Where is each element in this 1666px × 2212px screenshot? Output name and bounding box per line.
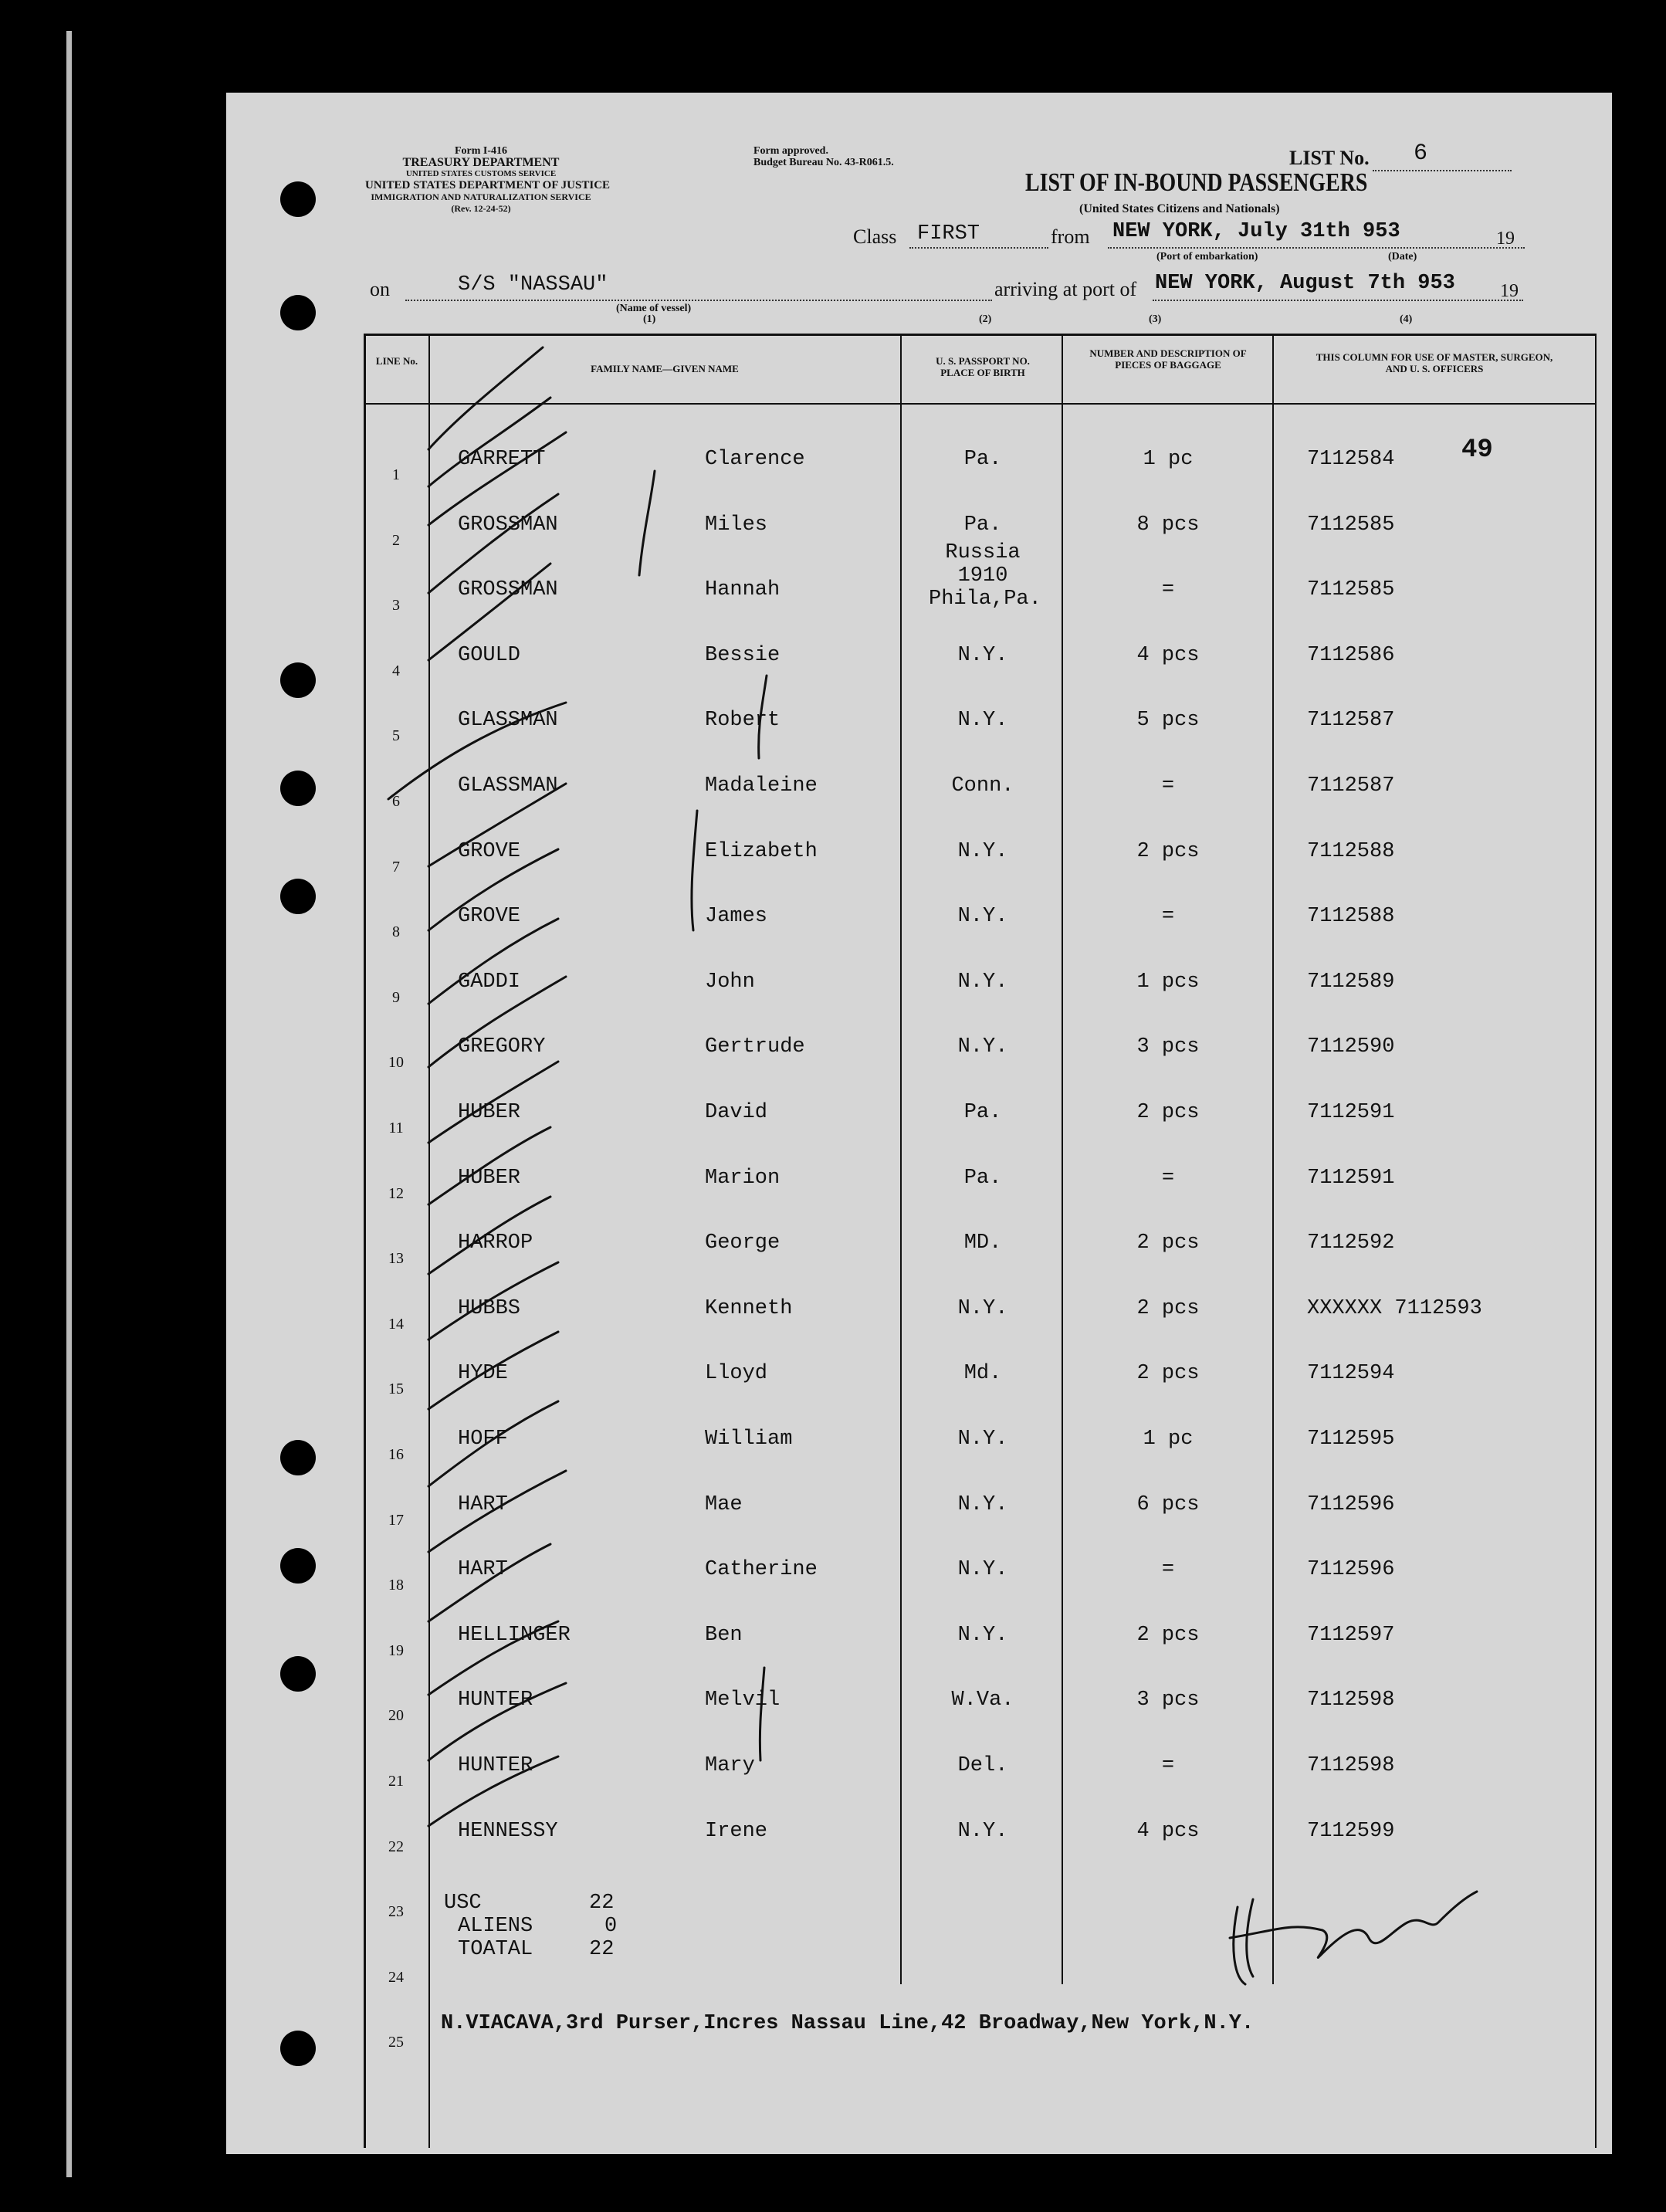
row-family-name: GADDI	[458, 970, 521, 994]
date-label: (Date)	[1388, 251, 1417, 263]
row-family-name: GROVE	[458, 905, 521, 929]
budget-bureau: Budget Bureau No. 43-R061.5.	[753, 157, 894, 168]
handwritten-marks	[226, 93, 1612, 2154]
row-officer-number: 7112591	[1307, 1101, 1395, 1124]
row-line-number: 3	[392, 597, 400, 615]
row-given-name: Irene	[705, 1819, 768, 1843]
row-baggage: 2 pcs	[1136, 1296, 1200, 1320]
total-label: TOATAL	[458, 1938, 533, 1961]
row-officer-number: 7112585	[1307, 513, 1395, 537]
aliens-label: ALIENS	[458, 1915, 533, 1938]
row-given-name: Ben	[705, 1623, 743, 1647]
arriving-value: NEW YORK, August 7th 953	[1155, 272, 1455, 295]
tally-mark	[692, 811, 697, 930]
check-mark	[428, 1197, 550, 1274]
row-officer-number: XXXXXX 7112593	[1307, 1296, 1482, 1320]
row-given-name: Madaleine	[705, 774, 818, 798]
row-line-number: 20	[388, 1707, 404, 1725]
port-embark-label: (Port of embarkation)	[1156, 251, 1258, 263]
row-baggage: 5 pcs	[1136, 709, 1200, 733]
row-place-of-birth: Pa.	[963, 513, 1002, 537]
row-baggage: 2 pcs	[1136, 1623, 1200, 1647]
officer-annotation: 49	[1461, 435, 1493, 465]
row-family-name: HELLINGER	[458, 1623, 571, 1647]
vessel-value: S/S "NASSAU"	[458, 273, 608, 296]
row-family-name: HUBBS	[458, 1296, 521, 1320]
row-line-number: 11	[388, 1120, 404, 1136]
row-given-name: Mae	[705, 1492, 743, 1516]
row-line-number: 21	[388, 1773, 404, 1790]
row-family-name: HENNESSY	[458, 1819, 558, 1843]
row-family-name: GOULD	[458, 643, 521, 667]
class-label: Class	[853, 225, 897, 248]
row-place-of-birth: Pa.	[963, 1101, 1002, 1124]
tally-mark	[639, 471, 655, 575]
check-mark	[428, 1756, 558, 1826]
row-line-number: 5	[392, 727, 400, 745]
row-place-of-birth: MD.	[963, 1231, 1002, 1255]
row-officer-number: 7112597	[1307, 1623, 1395, 1647]
revision: (Rev. 12-24-52)	[451, 203, 511, 214]
row-line-number: 15	[388, 1380, 404, 1398]
form-number: Form I-416	[454, 145, 508, 157]
row-given-name: Elizabeth	[705, 839, 818, 863]
row-baggage: 8 pcs	[1136, 513, 1200, 537]
row-line-number: 9	[392, 988, 400, 1006]
row-officer-number: 7112598	[1307, 1689, 1395, 1712]
row-officer-number: 7112588	[1307, 905, 1395, 929]
row-family-name: HARROP	[458, 1231, 533, 1255]
row-baggage: 6 pcs	[1136, 1492, 1200, 1516]
row-family-name: GLASSMAN	[458, 774, 558, 798]
class-value: FIRST	[917, 222, 980, 246]
department-of-justice: UNITED STATES DEPARTMENT OF JUSTICE	[365, 179, 611, 191]
row-baggage: 1 pcs	[1136, 970, 1200, 994]
row-given-name: David	[705, 1101, 768, 1124]
row-baggage: 3 pcs	[1136, 1689, 1200, 1712]
check-mark	[428, 398, 550, 486]
vessel-label: (Name of vessel)	[616, 303, 692, 314]
check-mark	[428, 1332, 558, 1409]
row-given-name: Clarence	[705, 448, 805, 471]
check-mark	[428, 919, 558, 1004]
row-line-number: 24	[388, 1968, 404, 1986]
header-officers: THIS COLUMN FOR USE OF MASTER, SURGEON, AND U. S. OFFICERS	[1316, 351, 1553, 374]
row-given-name: Hannah	[705, 578, 781, 602]
check-mark	[428, 494, 558, 593]
row-place-of-birth: Md.	[963, 1362, 1002, 1386]
row-family-name: GARRETT	[458, 448, 546, 471]
on-label: on	[370, 278, 390, 300]
row-place-of-birth: N.Y.	[957, 839, 1008, 863]
row-officer-number: 7112585	[1307, 578, 1395, 602]
row-given-name: Melvil	[705, 1689, 781, 1712]
row-line-number: 13	[388, 1250, 404, 1268]
row-place-of-birth: N.Y.	[957, 709, 1008, 733]
row-officer-number: 7112587	[1307, 709, 1395, 733]
row-family-name: GREGORY	[458, 1035, 546, 1059]
row-line-number: 22	[388, 1838, 404, 1855]
row-baggage: =	[1161, 578, 1175, 602]
signature-stroke	[1234, 1907, 1245, 1984]
row-family-name: HUNTER	[458, 1689, 533, 1712]
row-line-number: 12	[388, 1184, 404, 1202]
signature-stroke	[1247, 1899, 1253, 1977]
row-given-name: Marion	[705, 1166, 781, 1190]
row-line-number: 18	[388, 1577, 404, 1594]
row-line-number: 4	[392, 662, 400, 679]
row-family-name: GROSSMAN	[458, 513, 558, 537]
row-place-of-birth: N.Y.	[957, 1492, 1008, 1516]
form-approved: Form approved.	[753, 145, 828, 157]
row-line-number: 25	[388, 2034, 404, 2051]
row-given-name: Mary	[705, 1754, 755, 1777]
list-label: LIST No.	[1289, 147, 1370, 169]
from-label: from	[1051, 225, 1090, 248]
row-line-number: 23	[388, 1903, 404, 1921]
year-suffix-2: 19	[1500, 281, 1519, 301]
row-given-name: George	[705, 1231, 781, 1255]
row-line-number: 8	[392, 923, 400, 941]
row-place-of-birth: Pa.	[963, 448, 1002, 471]
row-given-name: Miles	[705, 513, 768, 537]
row-baggage: =	[1161, 905, 1175, 929]
row-officer-number: 7112599	[1307, 1819, 1395, 1843]
row-place-of-birth: N.Y.	[957, 1035, 1008, 1059]
header-name: FAMILY NAME—GIVEN NAME	[591, 363, 739, 374]
arriving-label: arriving at port of	[994, 278, 1137, 300]
row-family-name: HYDE	[458, 1362, 508, 1386]
row-given-name: Kenneth	[705, 1296, 793, 1320]
row-given-name: Catherine	[705, 1558, 818, 1582]
tally-mark	[760, 1668, 764, 1760]
form-subtitle: (United States Citizens and Nationals)	[1079, 202, 1280, 215]
col-2-number: (2)	[979, 313, 992, 325]
row-officer-number: 7112586	[1307, 643, 1395, 667]
row-baggage: 2 pcs	[1136, 1362, 1200, 1386]
check-mark	[428, 1401, 558, 1486]
row-baggage: 2 pcs	[1136, 839, 1200, 863]
header-line-no: LINE No.	[375, 355, 418, 367]
row-family-name: GLASSMAN	[458, 709, 558, 733]
row-place-of-birth: Conn.	[951, 774, 1014, 798]
row-family-name: GROSSMAN	[458, 578, 558, 602]
check-mark	[428, 1544, 550, 1621]
row-officer-number: 7112592	[1307, 1231, 1395, 1255]
row-line-number: 1	[392, 466, 400, 483]
row-place-of-birth: Pa.	[963, 1166, 1002, 1190]
row-baggage: =	[1161, 1754, 1175, 1777]
aliens-value: 0	[604, 1915, 618, 1938]
row-given-name: Lloyd	[705, 1362, 768, 1386]
total-value: 22	[589, 1938, 615, 1961]
row-line-number: 17	[388, 1511, 404, 1529]
check-mark	[428, 1683, 566, 1760]
row-line-number: 19	[388, 1641, 404, 1659]
row-baggage: 4 pcs	[1136, 1819, 1200, 1843]
row-baggage: 1 pc	[1143, 1428, 1194, 1451]
check-mark	[428, 1471, 566, 1552]
ins-service: IMMIGRATION AND NATURALIZATION SERVICE	[371, 191, 591, 202]
row-place-of-birth: N.Y.	[957, 905, 1008, 929]
row-baggage: =	[1161, 1166, 1175, 1190]
row-officer-number: 7112584	[1307, 448, 1395, 471]
check-mark	[428, 347, 543, 449]
row-officer-number: 7112594	[1307, 1362, 1395, 1386]
col-1-number: (1)	[643, 313, 656, 325]
row-line-number: 16	[388, 1446, 404, 1463]
treasury-department: TREASURY DEPARTMENT	[402, 156, 560, 169]
header-baggage: NUMBER AND DESCRIPTION OF PIECES OF BAGGAGE	[1089, 347, 1247, 371]
row-family-name: HART	[458, 1558, 508, 1582]
row-officer-number: 7112591	[1307, 1166, 1395, 1190]
customs-service: UNITED STATES CUSTOMS SERVICE	[405, 169, 557, 178]
row-officer-number: 7112587	[1307, 774, 1395, 798]
row-place-of-birth: Del.	[957, 1754, 1008, 1777]
row-officer-number: 7112589	[1307, 970, 1395, 994]
row-officer-number: 7112598	[1307, 1754, 1395, 1777]
row-line-number: 2	[392, 531, 400, 549]
row-baggage: 1 pc	[1143, 448, 1194, 471]
usc-label: USC	[444, 1892, 482, 1915]
row-given-name: Robert	[705, 709, 781, 733]
passenger-list-form	[226, 93, 1612, 2154]
row-officer-number: 7112596	[1307, 1558, 1395, 1582]
row-place-of-birth: N.Y.	[957, 1819, 1008, 1843]
check-mark	[428, 849, 558, 930]
row-family-name: HUBER	[458, 1166, 521, 1190]
row-place-of-birth: Russia 1910 Phila,Pa.	[929, 541, 1041, 611]
check-mark	[428, 1262, 558, 1340]
row-officer-number: 7112595	[1307, 1428, 1395, 1451]
row-family-name: HUBER	[458, 1101, 521, 1124]
row-place-of-birth: W.Va.	[951, 1689, 1014, 1712]
row-given-name: John	[705, 970, 755, 994]
row-place-of-birth: N.Y.	[957, 1558, 1008, 1582]
from-value: NEW YORK, July 31th 953	[1112, 220, 1400, 243]
row-family-name: HART	[458, 1492, 508, 1516]
list-number: 6	[1414, 141, 1428, 167]
row-baggage: 4 pcs	[1136, 643, 1200, 667]
row-place-of-birth: N.Y.	[957, 970, 1008, 994]
row-officer-number: 7112590	[1307, 1035, 1395, 1059]
check-mark	[428, 977, 566, 1067]
row-given-name: Bessie	[705, 643, 781, 667]
row-line-number: 10	[388, 1054, 404, 1072]
col-4-number: (4)	[1400, 313, 1413, 325]
row-baggage: =	[1161, 1558, 1175, 1582]
row-place-of-birth: N.Y.	[957, 1623, 1008, 1647]
row-baggage: 2 pcs	[1136, 1231, 1200, 1255]
header-passport: U. S. PASSPORT NO. PLACE OF BIRTH	[936, 355, 1030, 378]
row-line-number: 14	[388, 1315, 404, 1333]
usc-value: 22	[589, 1892, 615, 1915]
row-given-name: James	[705, 905, 768, 929]
row-family-name: GROVE	[458, 839, 521, 863]
row-given-name: William	[705, 1428, 793, 1451]
check-mark	[428, 432, 566, 525]
signature-stroke	[1230, 1892, 1477, 1958]
film-edge-strip	[66, 31, 72, 2177]
row-family-name: HOFF	[458, 1428, 508, 1451]
row-baggage: =	[1161, 774, 1175, 798]
check-mark	[428, 1127, 550, 1204]
row-officer-number: 7112588	[1307, 839, 1395, 863]
purser-footer-line: N.VIACAVA,3rd Purser,Incres Nassau Line,42 Broadway,New York,N.Y.	[441, 2012, 1255, 2035]
row-place-of-birth: N.Y.	[957, 643, 1008, 667]
check-mark	[428, 1062, 558, 1143]
form-title: LIST OF IN-BOUND PASSENGERS	[1025, 168, 1368, 197]
check-mark	[388, 703, 566, 799]
row-place-of-birth: N.Y.	[957, 1428, 1008, 1451]
col-3-number: (3)	[1149, 313, 1162, 325]
row-baggage: 3 pcs	[1136, 1035, 1200, 1059]
row-line-number: 7	[392, 858, 400, 876]
row-given-name: Gertrude	[705, 1035, 805, 1059]
row-officer-number: 7112596	[1307, 1492, 1395, 1516]
row-place-of-birth: N.Y.	[957, 1296, 1008, 1320]
year-suffix-1: 19	[1496, 229, 1515, 249]
row-line-number: 6	[392, 793, 400, 810]
row-baggage: 2 pcs	[1136, 1101, 1200, 1124]
check-mark	[428, 784, 566, 866]
check-mark	[428, 1621, 558, 1695]
tally-mark	[759, 676, 767, 758]
row-family-name: HUNTER	[458, 1754, 533, 1777]
